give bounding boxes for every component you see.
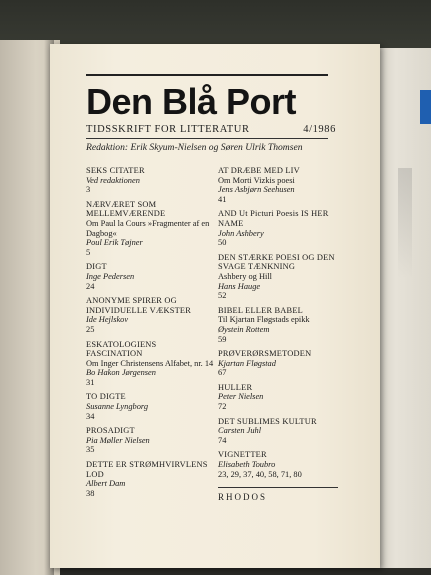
entry-title: SEKS CITATER [86,166,145,175]
entry-page: 50 [218,238,227,248]
contents-entry [218,166,346,204]
adjacent-book [372,48,431,568]
contents-entry [86,262,214,291]
entry-title: ANONYME SPIRER OG INDIVIDUELLE VÆKSTER [86,296,192,315]
top-rule [86,74,328,76]
entry-author: Albert Dam [86,479,126,489]
entry-author: Hans Hauge [218,281,261,291]
contents-entry [86,166,214,195]
entry-author: Susanne Lyngborg [86,402,149,412]
entry-page: 41 [218,194,227,204]
entry-author: Kjartan Fløgstad [218,358,276,368]
contents-entry [218,209,346,247]
entry-author: Ved redaktionen [86,175,140,185]
publisher-name: RHODOS [218,492,268,502]
entry-page: 72 [218,402,227,412]
entry-page: 67 [218,368,227,378]
entry-author: Ide Hejlskov [86,315,129,325]
issue-number: 4/1986 [303,124,336,135]
contents-entry [218,417,346,446]
entry-page: 38 [86,488,95,498]
entry-page: 59 [218,334,227,344]
entry-author: Pia Møller Nielsen [86,435,150,445]
contents-entry [218,349,346,378]
entry-author: Peter Nielsen [218,392,264,402]
entry-page: 35 [86,445,95,455]
entry-title: BIBEL ELLER BABEL [218,305,303,315]
journal-title: Den Blå Port [86,81,297,122]
entry-title: TO DIGTE [86,392,126,402]
entry-subtitle: Om Inger Christensens Alfabet, nr. 14 [86,358,214,368]
entry-author: Bo Hakon Jørgensen [86,368,156,378]
entry-author: Elisabeth Toubro [218,460,276,470]
contents-entry [86,340,214,388]
editors-line: Redaktion: Erik Skyum-Nielsen og Søren Ulrik Thomsen [86,142,303,153]
entry-title: ESKATOLOGIENS FASCINATION [86,339,157,359]
adjacent-book-shadow [398,168,412,278]
contents-entry [218,450,346,479]
entry-page: 23, 29, 37, 40, 58, 71, 80 [218,469,302,479]
entry-page: 25 [86,324,95,334]
entry-title: HULLER [218,382,253,392]
entry-title: AT DRÆBE MED LIV [218,166,300,175]
entry-subtitle: Ashbery og Hill [218,271,272,281]
entry-title: PRØVERØRSMETODEN [218,349,312,359]
entry-title: DEN STÆRKE POESI OG DEN SVAGE TÆNKNING [218,252,335,272]
entry-page: 3 [86,185,91,195]
entry-author: John Ashbery [218,228,264,238]
entry-author: Carsten Juhl [218,426,262,436]
entry-title: NÆRVÆRET SOM MELLEMVÆRENDE [86,199,166,219]
entry-title: PROSADIGT [86,426,135,436]
contents-page [50,44,380,568]
subtitle-text: TIDSSKRIFT FOR LITTERATUR [86,124,250,135]
contents-entry [86,460,214,498]
entry-title: DETTE ER STRØMHVIRVLENS LOD [86,460,208,479]
entry-title: DET SUBLIMES KULTUR [218,416,317,426]
contents-entry [86,200,214,258]
contents-column-right [218,166,346,484]
contents-entry [218,253,346,301]
contents-entry [218,306,346,344]
journal-subtitle [86,124,336,135]
contents-entry [86,426,214,455]
middle-rule [86,138,328,139]
entry-author: Poul Erik Tøjner [86,238,143,248]
entry-page: 31 [86,377,95,387]
adjacent-book-cover-mark [420,90,431,124]
contents-column-left [86,166,214,503]
contents-entry [218,383,346,412]
entry-author: Øystein Rottem [218,324,270,334]
entry-subtitle: Til Kjartan Fløgstads epikk [218,315,310,325]
entry-page: 34 [86,411,95,421]
entry-page: 24 [86,281,95,291]
contents-entry [86,392,214,421]
entry-title: DIGT [86,262,107,272]
entry-subtitle: Om Paul la Cours »Fragmenter af en Dagbog« [86,218,210,238]
entry-page: 52 [218,291,227,301]
entry-author: Jens Asbjørn Seehusen [218,185,295,195]
entry-subtitle: Om Morti Vizkis poesi [218,175,295,185]
entry-page: 74 [218,435,227,445]
bottom-rule [218,487,338,488]
entry-page: 5 [86,247,91,257]
entry-author: Inge Pedersen [86,271,135,281]
entry-title: AND Ut Picturi Poesis IS HER NAME [218,209,329,228]
contents-entry [86,296,214,334]
entry-title: VIGNETTER [218,450,267,460]
